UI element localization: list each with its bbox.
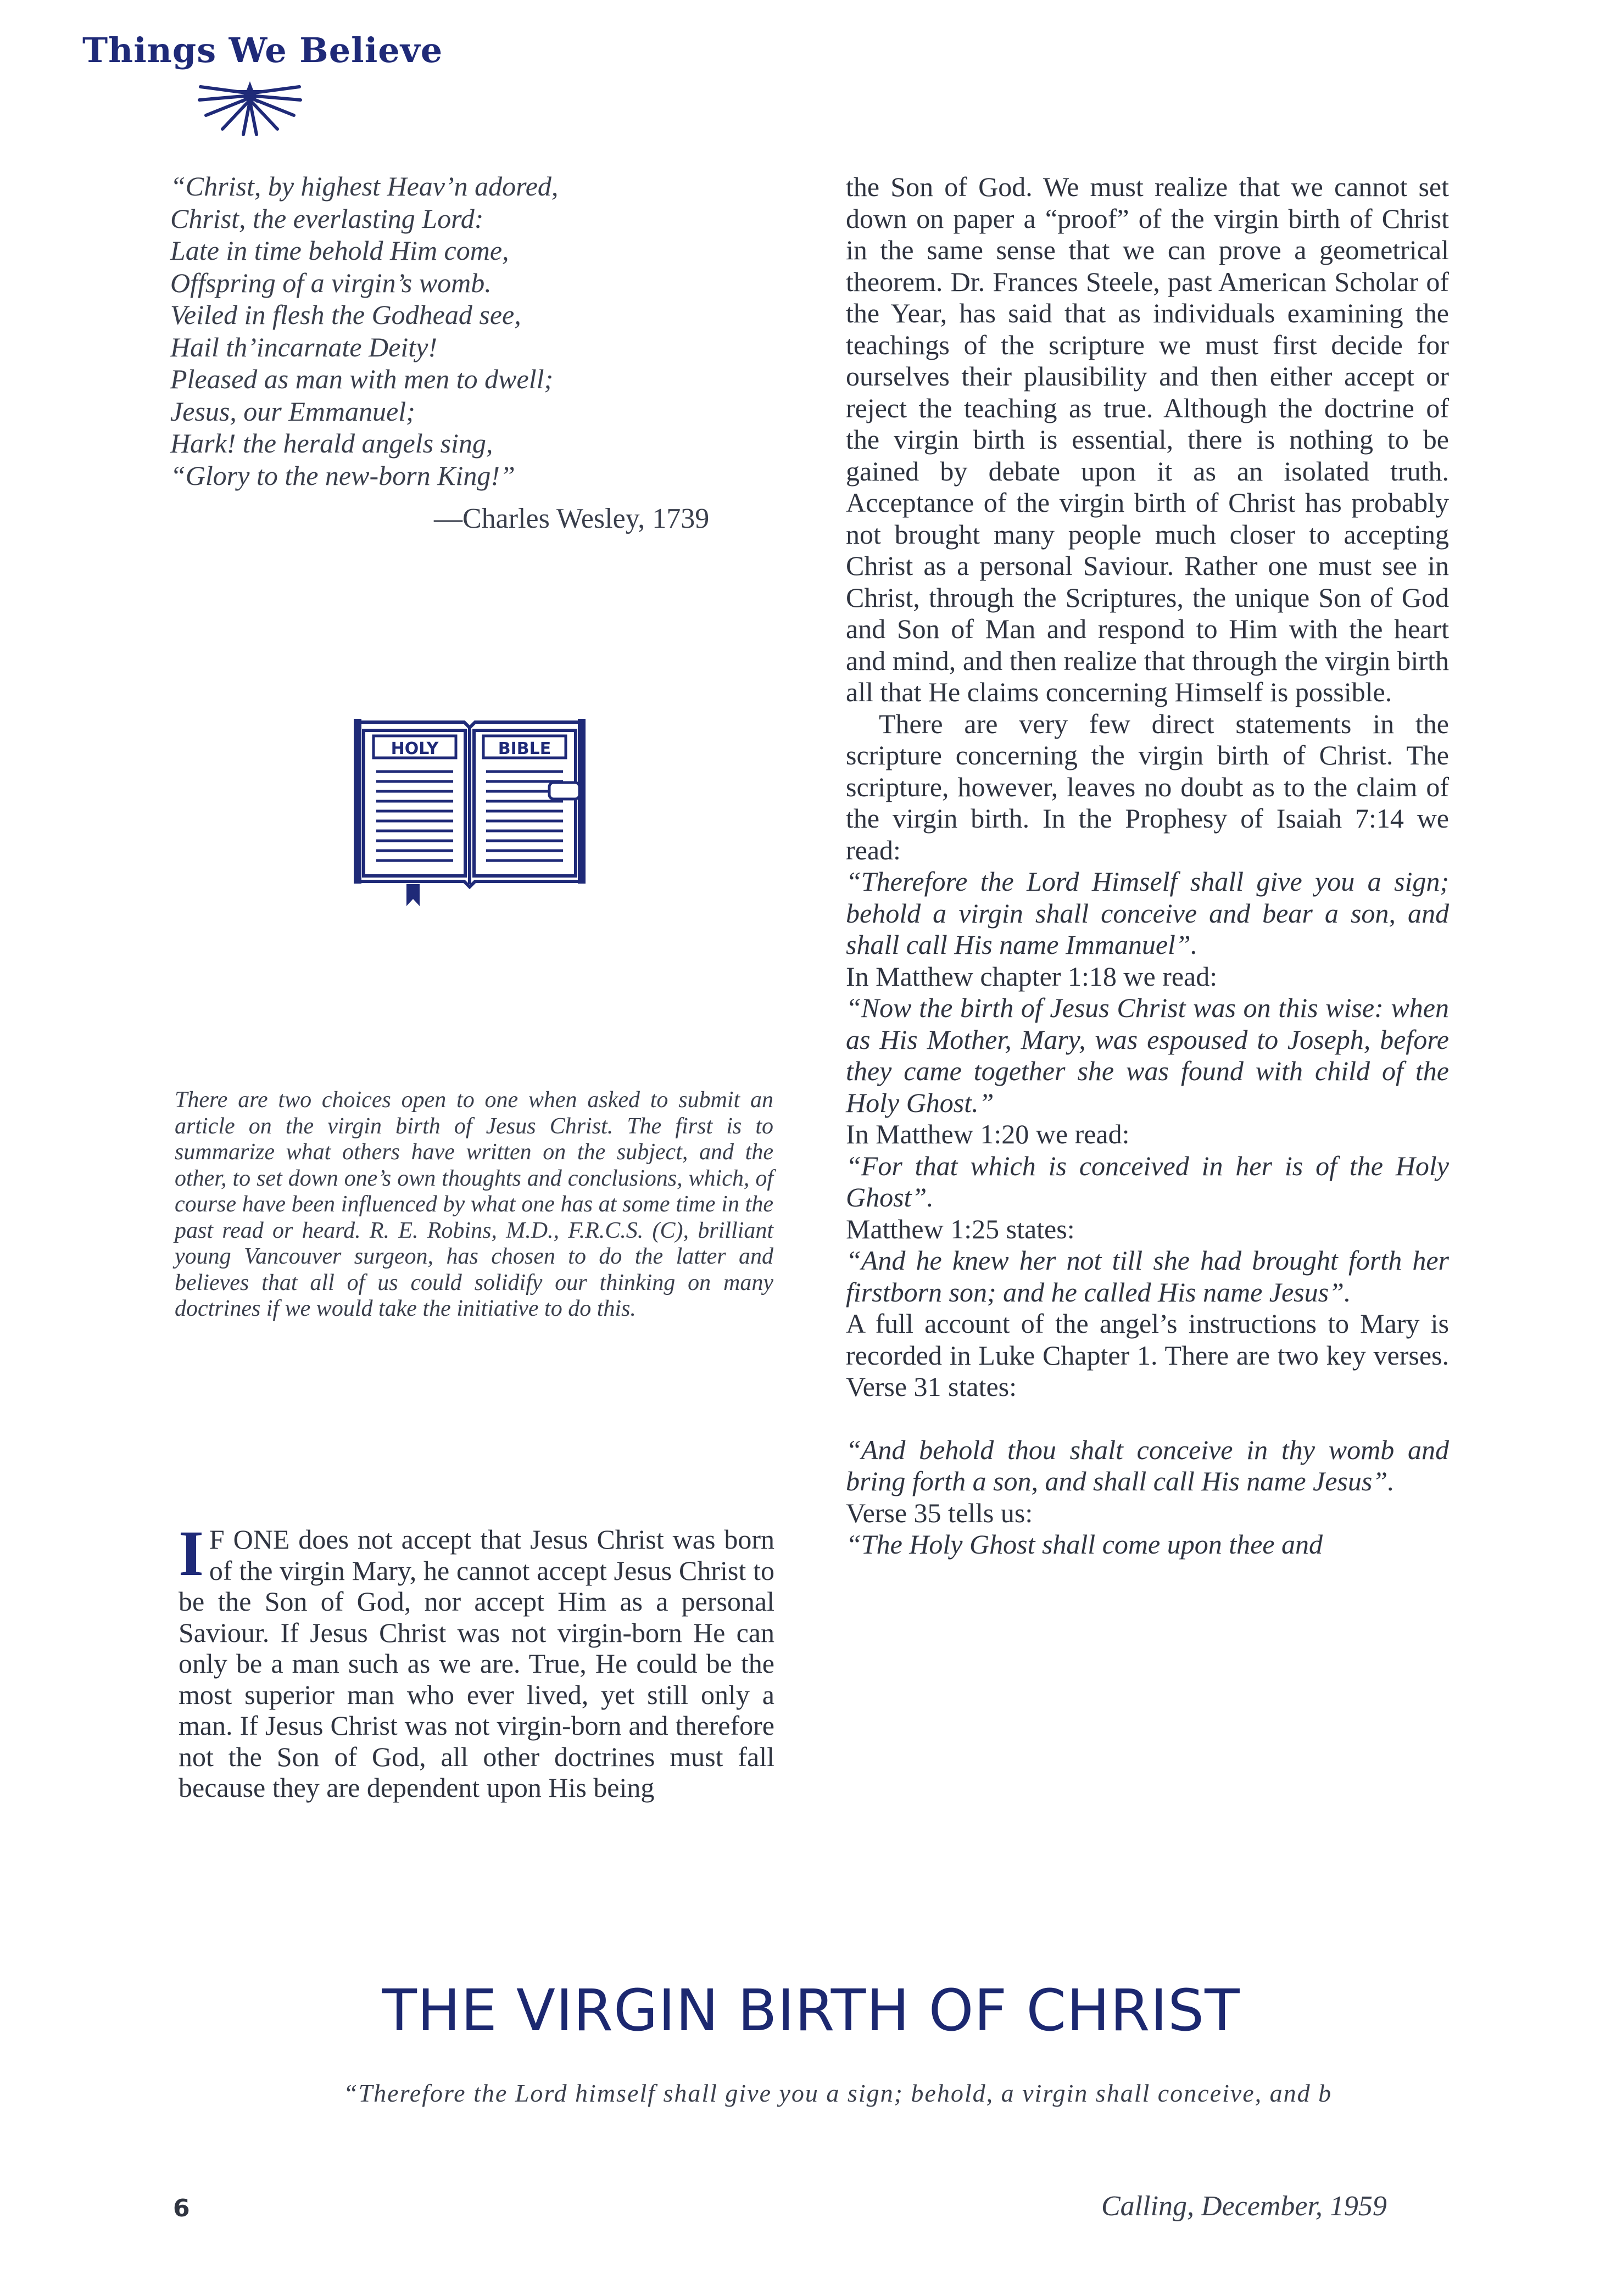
holy-bible-icon [352,700,588,909]
reference-line: Matthew 1:25 states: [846,1213,1075,1244]
scripture-quote: “And he knew her not till she had brought forth her firstborn son; and he called His name Jesus”. [846,1245,1449,1308]
drop-cap: I [179,1517,204,1589]
scripture-quote: “Therefore the Lord Himself shall give you a sign; behold a virgin shall conceive and bear a son, and shall call His name Immanuel”. [846,866,1449,960]
poem-line: “Glory to the new-born King!” [170,460,515,491]
section-header-title: Things We Believe [82,30,443,70]
scripture-quote: “And behold thou shalt conceive in thy womb and bring forth a son, and shall call His name Jesus”. [846,1434,1449,1496]
poem-line: Pleased as man with men to dwell; [170,364,554,394]
poem-line: Hail th’incarnate Deity! [170,331,437,362]
article-title: THE VIRGIN BIRTH OF CHRIST [382,1977,1240,2044]
starburst-ornament-icon [195,77,305,137]
poem-line: “Christ, by highest Heav’n adored, [170,171,559,202]
page-number: 6 [173,2194,190,2222]
left-column-text: F ONE does not accept that Jesus Christ was born of the virgin Mary, he cannot accept Jesus Christ to be the Son of God, nor accept Him as a personal Saviour. If Jesus Christ was not virgin-born He can only be a man such as we are. True, He could be the most superior man who ever lived, yet still only a man. If Jesus Christ was not virgin-born and therefore not the Son of God, all other doctrines must fall because they are dependent upon His being [179,1524,774,1803]
article-subtitle: “Therefore the Lord himself shall give you a sign; behold, a virgin shall conceive, and b [343,2079,1333,2107]
paragraph: A full account of the angel’s instructions to Mary is recorded in Luke Chapter 1. There are two key verses. Verse 31 states: [846,1308,1449,1402]
bible-right-label: BIBLE [498,739,551,758]
poem-line: Jesus, our Emmanuel; [170,395,415,427]
intro-editorial-note: There are two choices open to one when asked to submit an article on the virgin birth of Jesus Christ. The first is to summarize what others have written on the subject, and the other, to set down one’s own thoughts and conclusions, which, of course have been influenced by what one has at some time in the past read or heard. R. E. Robins, M.D., F.R.C.S. (C), brilliant young Vancouver surgeon, has chosen to do the latter and believes that all of us could solidify our thinking on many doctrines if we would take the initiative to do this. [175,1087,773,1321]
article-left-column [179,1517,774,1803]
article-right-column [846,171,1449,1561]
poem-line: Late in time behold Him come, [170,235,509,266]
reference-line: Verse 35 tells us: [846,1497,1033,1528]
scripture-quote: “Now the birth of Jesus Christ was on this wise: when as His Mother, Mary, was espoused to Joseph, before they came together she was found with child of the Holy Ghost.” [846,992,1449,1118]
poem-line: Hark! the herald angels sing, [170,428,493,459]
poem-line: Veiled in flesh the Godhead see, [170,299,521,330]
scripture-quote: “For that which is conceived in her is of the Holy Ghost”. [846,1150,1449,1213]
paragraph: the Son of God. We must realize that we cannot set down on paper a “proof” of the virgin birth of Christ in the same sense that we can prove a geometrical theorem. Dr. Frances Steele, past American Scholar of the Year, has said that as individuals examining the teachings of the scripture we must first decide for ourselves their plausibility and then either accept or reject the teaching as true. Although the doctrine of the virgin birth is essential, there is nothing to be gained by debate upon it as an isolated truth. Acceptance of the virgin birth of Christ has probably not brought many people much closer to accepting Christ as a personal Saviour. Rather one must see in Christ, through the Scriptures, the unique Son of God and Son of Man and respond to Him with the heart and mind, and then realize that through the virgin birth all that He claims concerning Himself is possible. [846,171,1449,707]
scripture-quote: “The Holy Ghost shall come upon thee and [846,1529,1323,1560]
poem-line: Offspring of a virgin’s womb. [170,267,492,298]
publication-footer: Calling, December, 1959 [1101,2191,1387,2222]
poem-line: Christ, the everlasting Lord: [170,203,484,234]
paragraph: There are very few direct statements in the scripture concerning the virgin birth of Christ. The scripture, however, leaves no doubt as to the claim of the virgin birth. In the Prophesy of Isaiah 7:14 we read: [846,708,1449,865]
reference-line: In Matthew chapter 1:18 we read: [846,960,1218,992]
poem [170,170,774,491]
poem-attribution: —Charles Wesley, 1739 [434,503,710,534]
bible-left-label: HOLY [391,739,439,758]
reference-line: In Matthew 1:20 we read: [846,1119,1130,1149]
